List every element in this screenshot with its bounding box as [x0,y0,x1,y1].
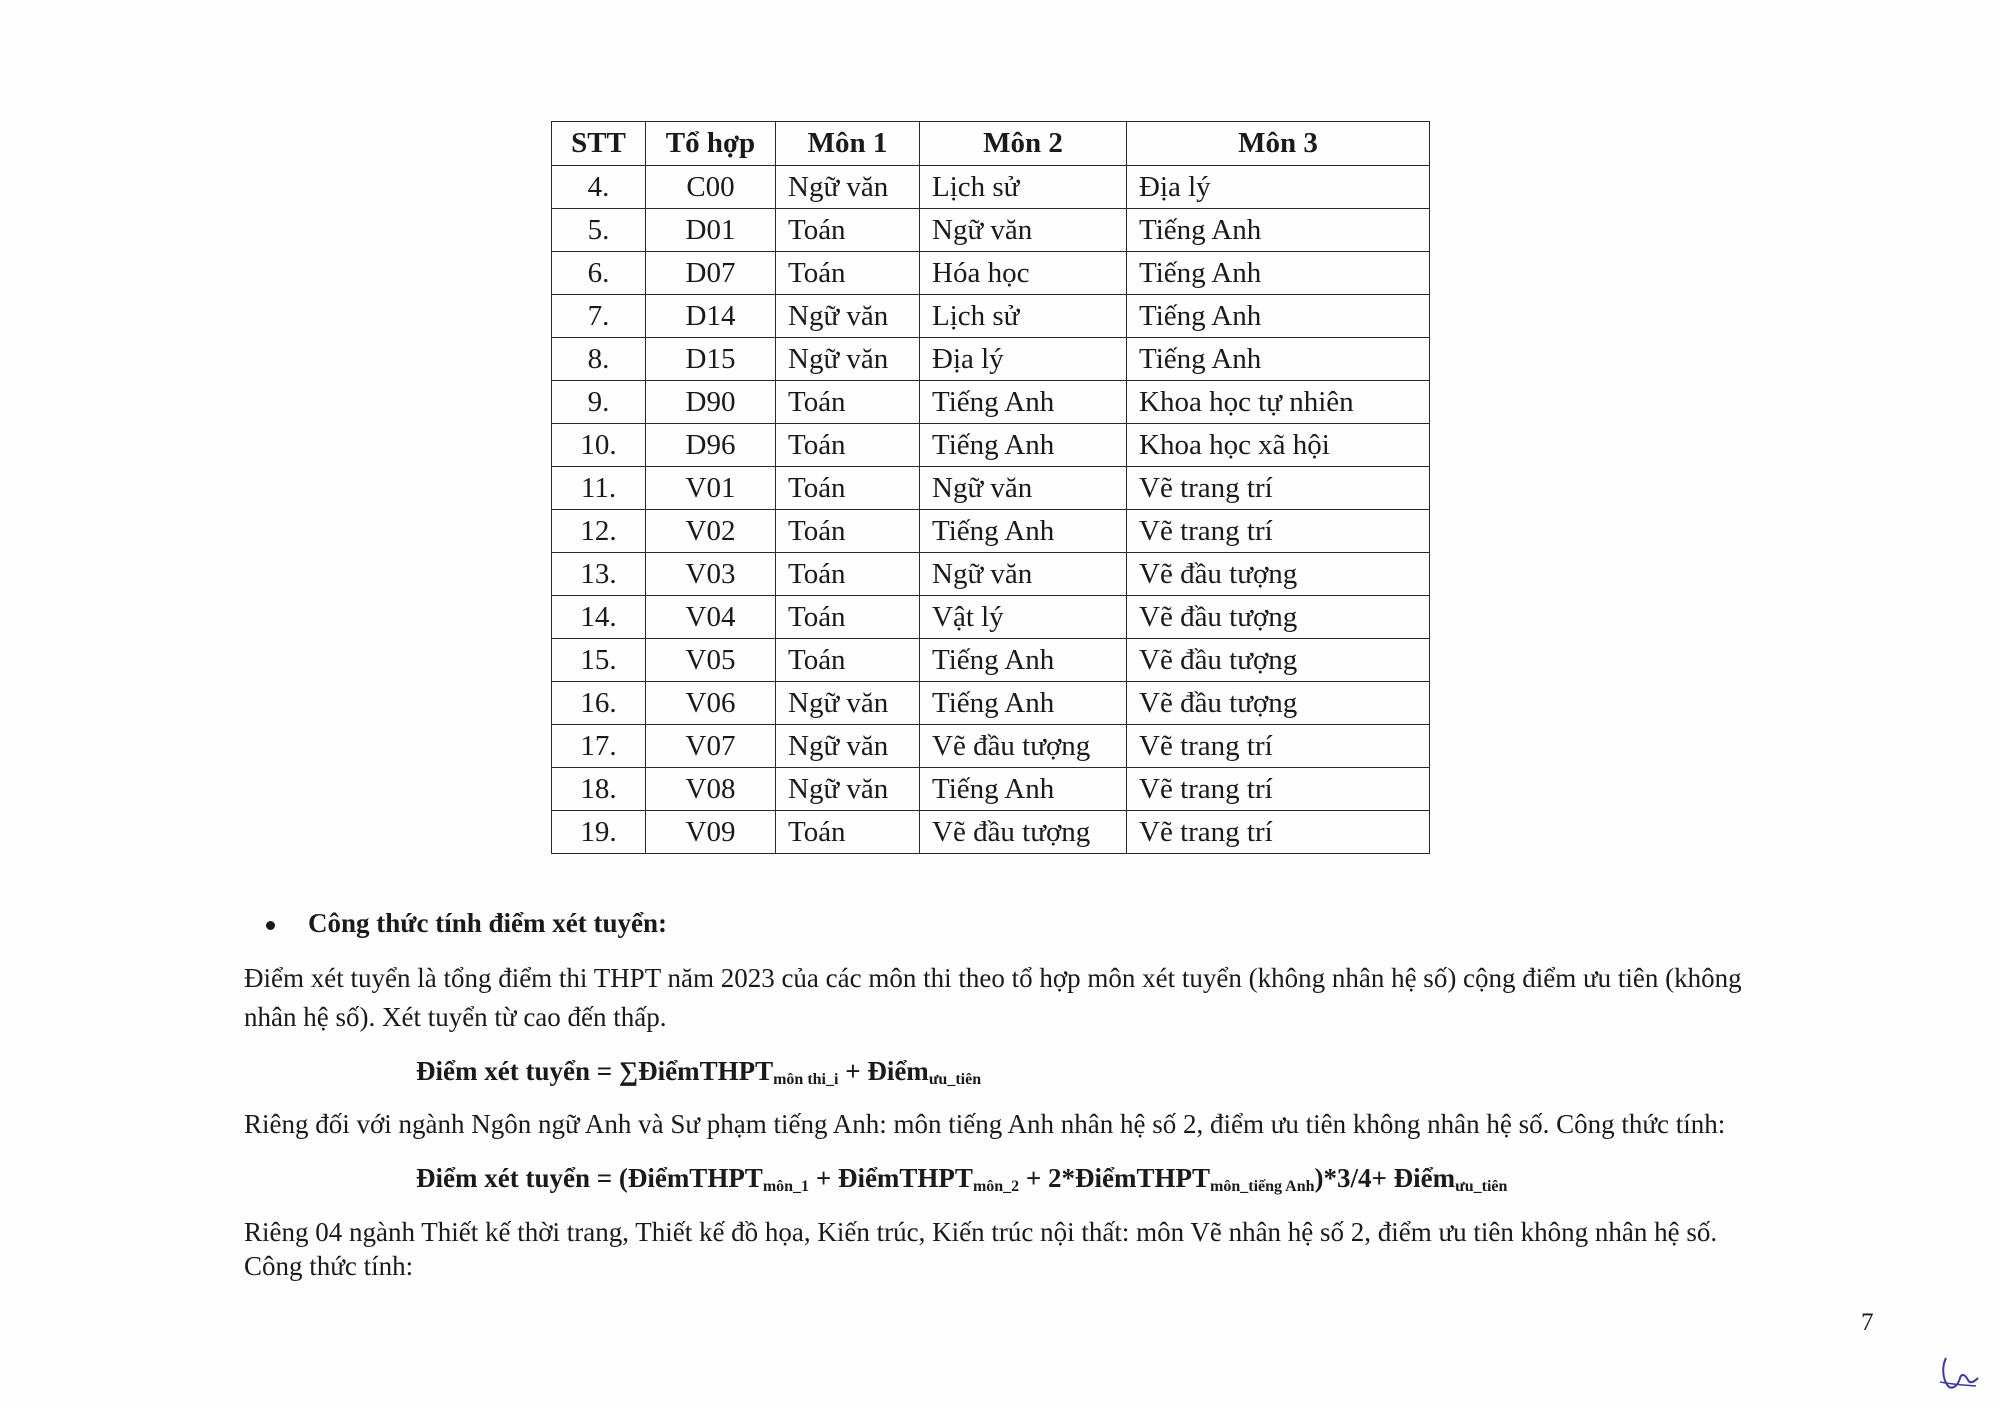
cell-mon-3: Tiếng Anh [1127,295,1430,338]
cell-mon-3: Vẽ trang trí [1127,725,1430,768]
cell-to-hop: V07 [646,725,776,768]
cell-to-hop: V08 [646,768,776,811]
cell-to-hop: D15 [646,338,776,381]
header-mon-2: Môn 2 [920,122,1127,166]
cell-to-hop: D14 [646,295,776,338]
formula-1-lhs: Điểm xét tuyển = [416,1056,619,1086]
paragraph-1-line-1: Điểm xét tuyển là tổng điểm thi THPT năm 2023 của các môn thi theo tổ hợp môn xét tuyển (không nhân hệ số) cộng điểm ưu tiên (không [244,963,1742,993]
table-row [552,510,1430,553]
cell-mon-3: Khoa học tự nhiên [1127,381,1430,424]
formula-2-sub-mon-2: môn_2 [972,1178,1020,1195]
table-row [552,553,1430,596]
cell-mon-2: Tiếng Anh [920,424,1127,467]
cell-mon-2: Tiếng Anh [920,510,1127,553]
cell-stt: 4. [552,166,646,209]
page-number: 7 [1861,1309,1874,1336]
table-row [552,639,1430,682]
table-row [552,252,1430,295]
cell-to-hop: V05 [646,639,776,682]
table-row [552,424,1430,467]
cell-mon-1: Toán [776,553,920,596]
table-row [552,596,1430,639]
cell-mon-1: Toán [776,811,920,854]
paragraph-3-line-2: Công thức tính: [244,1251,414,1281]
cell-mon-3: Vẽ đầu tượng [1127,553,1430,596]
cell-mon-2: Hóa học [920,252,1127,295]
cell-mon-2: Tiếng Anh [920,381,1127,424]
cell-to-hop: D07 [646,252,776,295]
cell-mon-1: Toán [776,467,920,510]
cell-to-hop: V06 [646,682,776,725]
cell-stt: 7. [552,295,646,338]
cell-mon-2: Tiếng Anh [920,639,1127,682]
table-row [552,682,1430,725]
cell-stt: 17. [552,725,646,768]
table-row [552,295,1430,338]
cell-to-hop: V03 [646,553,776,596]
cell-stt: 9. [552,381,646,424]
cell-stt: 13. [552,553,646,596]
formula-2-part-3: + 2*ĐiểmTHPT [1019,1163,1211,1193]
formula-2-sub-tieng-anh: môn_tiếng Anh [1210,1178,1315,1195]
cell-stt: 12. [552,510,646,553]
formula-2-sub-uu-tien: ưu_tiên [1455,1178,1508,1195]
cell-mon-2: Vẽ đầu tượng [920,725,1127,768]
cell-to-hop: D96 [646,424,776,467]
paragraph-2: Riêng đối với ngành Ngôn ngữ Anh và Sư phạm tiếng Anh: môn tiếng Anh nhân hệ số 2, điểm ưu tiên không nhân hệ số. Công thức tính: [244,1109,1726,1139]
cell-stt: 19. [552,811,646,854]
cell-mon-3: Vẽ trang trí [1127,510,1430,553]
header-mon-1: Môn 1 [776,122,920,166]
cell-to-hop: V01 [646,467,776,510]
cell-mon-1: Ngữ văn [776,682,920,725]
cell-mon-3: Vẽ đầu tượng [1127,596,1430,639]
cell-mon-2: Tiếng Anh [920,768,1127,811]
cell-to-hop: D90 [646,381,776,424]
paragraph-1-line-2: nhân hệ số). Xét tuyển từ cao đến thấp. [244,1002,667,1032]
cell-mon-3: Vẽ trang trí [1127,811,1430,854]
cell-mon-3: Khoa học xã hội [1127,424,1430,467]
cell-stt: 6. [552,252,646,295]
header-stt: STT [552,122,646,166]
section-heading: Công thức tính điểm xét tuyển: [308,908,667,938]
cell-mon-1: Toán [776,381,920,424]
cell-stt: 14. [552,596,646,639]
cell-mon-2: Vật lý [920,596,1127,639]
cell-to-hop: C00 [646,166,776,209]
cell-mon-3: Tiếng Anh [1127,209,1430,252]
cell-mon-2: Lịch sử [920,166,1127,209]
formula-1 [416,1054,981,1097]
table-row [552,381,1430,424]
cell-mon-1: Ngữ văn [776,295,920,338]
formula-1-sum: ∑ĐiểmTHPT [618,1056,774,1086]
formula-2-part-4: )*3/4+ Điểm [1314,1163,1456,1193]
paragraph-3-line-1: Riêng 04 ngành Thiết kế thời trang, Thiết kế đồ họa, Kiến trúc, Kiến trúc nội thất: môn Vẽ nhân hệ số 2, điểm ưu tiên không nhân hệ số. [244,1217,1718,1247]
cell-mon-1: Toán [776,209,920,252]
cell-mon-1: Toán [776,639,920,682]
table-row [552,338,1430,381]
table-header-row [552,122,1430,166]
table-row [552,768,1430,811]
formula-1-plus: + Điểm [838,1056,929,1086]
cell-mon-2: Ngữ văn [920,467,1127,510]
cell-mon-1: Ngữ văn [776,768,920,811]
cell-mon-3: Vẽ trang trí [1127,467,1430,510]
cell-mon-2: Địa lý [920,338,1127,381]
cell-mon-2: Lịch sử [920,295,1127,338]
cell-mon-3: Vẽ đầu tượng [1127,639,1430,682]
cell-stt: 5. [552,209,646,252]
cell-mon-1: Toán [776,424,920,467]
formula-2 [416,1161,1507,1204]
cell-mon-1: Toán [776,596,920,639]
cell-stt: 8. [552,338,646,381]
formula-1-sub-mon-thi: môn thi_i [773,1071,839,1088]
cell-mon-1: Toán [776,510,920,553]
cell-mon-1: Ngữ văn [776,725,920,768]
cell-stt: 16. [552,682,646,725]
cell-mon-2: Vẽ đầu tượng [920,811,1127,854]
cell-mon-2: Ngữ văn [920,553,1127,596]
header-to-hop: Tổ hợp [646,122,776,166]
cell-mon-3: Địa lý [1127,166,1430,209]
cell-mon-2: Ngữ văn [920,209,1127,252]
cell-to-hop: V09 [646,811,776,854]
table-row [552,166,1430,209]
signature-mark [1936,1352,1982,1392]
cell-mon-1: Toán [776,252,920,295]
header-mon-3: Môn 3 [1127,122,1430,166]
bullet-icon [266,921,275,930]
formula-1-sub-uu-tien: ưu_tiên [928,1071,982,1088]
cell-to-hop: V04 [646,596,776,639]
cell-to-hop: V02 [646,510,776,553]
cell-mon-1: Ngữ văn [776,338,920,381]
cell-mon-1: Ngữ văn [776,166,920,209]
table-row [552,467,1430,510]
cell-mon-3: Tiếng Anh [1127,252,1430,295]
formula-2-lhs: Điểm xét tuyển = (ĐiểmTHPT [416,1163,763,1193]
table-row [552,209,1430,252]
cell-mon-2: Tiếng Anh [920,682,1127,725]
cell-stt: 18. [552,768,646,811]
formula-2-part-2: + ĐiểmTHPT [809,1163,973,1193]
cell-to-hop: D01 [646,209,776,252]
table-row [552,725,1430,768]
formula-2-sub-mon-1: môn_1 [762,1178,810,1195]
subject-combination-table [551,121,1430,854]
cell-mon-3: Vẽ trang trí [1127,768,1430,811]
cell-stt: 15. [552,639,646,682]
cell-mon-3: Vẽ đầu tượng [1127,682,1430,725]
table-row [552,811,1430,854]
cell-stt: 10. [552,424,646,467]
cell-stt: 11. [552,467,646,510]
cell-mon-3: Tiếng Anh [1127,338,1430,381]
